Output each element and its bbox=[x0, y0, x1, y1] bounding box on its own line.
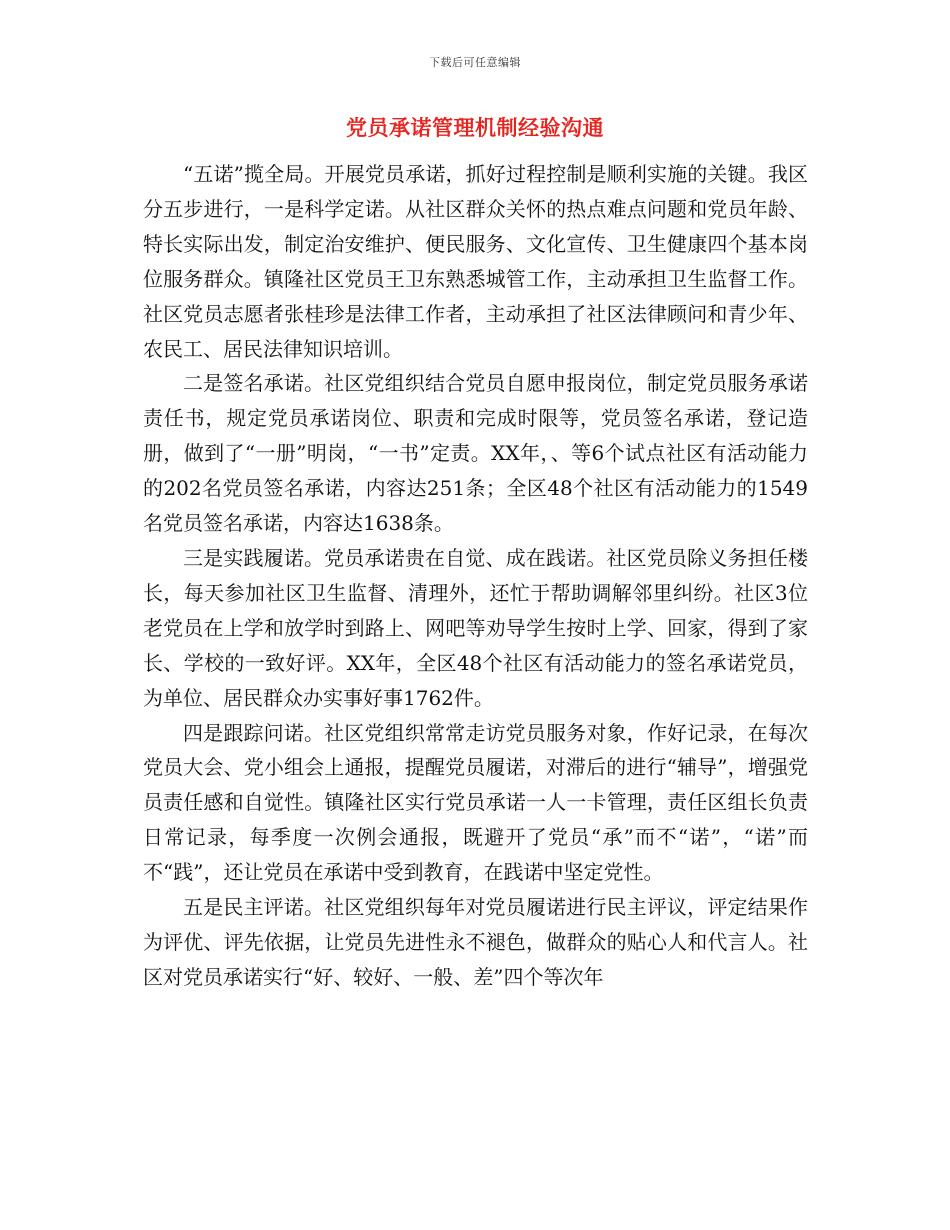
document-title: 党员承诺管理机制经验沟通 bbox=[346, 116, 604, 140]
paragraph: 二是签名承诺。社区党组织结合党员自愿申报岗位，制定党员服务承诺责任书，规定党员承诺岗位、职责和完成时限等，党员签名承诺，登记造册，做到了“一册”明岗，“一书”定责。XX年，、等6个试点社区有活动能力的202名党员签名承诺，内容达251条；全区48个社区有活动能力的1549名党员签名承诺，内容达1638条。 bbox=[143, 371, 808, 536]
paragraph: 五是民主评诺。社区党组织每年对党员履诺进行民主评议，评定结果作为评优、评先依据，让党员先进性永不褪色，做群众的贴心人和代言人。社区对党员承诺实行“好、较好、一般、差”四个等次年 bbox=[143, 895, 808, 989]
header-note: 下载后可任意编辑 bbox=[429, 56, 521, 69]
paragraph: 四是跟踪问诺。社区党组织常常走访党员服务对象，作好记录，在每次党员大会、党小组会上通报，提醒党员履诺，对滞后的进行“辅导”，增强党员责任感和自觉性。镇隆社区实行党员承诺一人一卡管理，责任区组长负责日常记录，每季度一次例会通报，既避开了党员“承”而不“诺”，“诺”而不“践”，还让党员在承诺中受到教育，在践诺中坚定党性。 bbox=[143, 720, 808, 885]
document-body bbox=[143, 157, 808, 995]
paragraph: “五诺”揽全局。开展党员承诺，抓好过程控制是顺利实施的关键。我区分五步进行，一是科学定诺。从社区群众关怀的热点难点问题和党员年龄、特长实际出发，制定治安维护、便民服务、文化宣传、卫生健康四个基本岗位服务群众。镇隆社区党员王卫东熟悉城管工作，主动承担卫生监督工作。社区党员志愿者张桂珍是法律工作者，主动承担了社区法律顾问和青少年、农民工、居民法律知识培训。 bbox=[143, 162, 808, 361]
paragraph: 三是实践履诺。党员承诺贵在自觉、成在践诺。社区党员除义务担任楼长，每天参加社区卫生监督、清理外，还忙于帮助调解邻里纠纷。社区3位老党员在上学和放学时到路上、网吧等劝导学生按时上学、回家，得到了家长、学校的一致好评。XX年，全区48个社区有活动能力的签名承诺党员，为单位、居民群众办实事好事1762件。 bbox=[143, 545, 808, 710]
